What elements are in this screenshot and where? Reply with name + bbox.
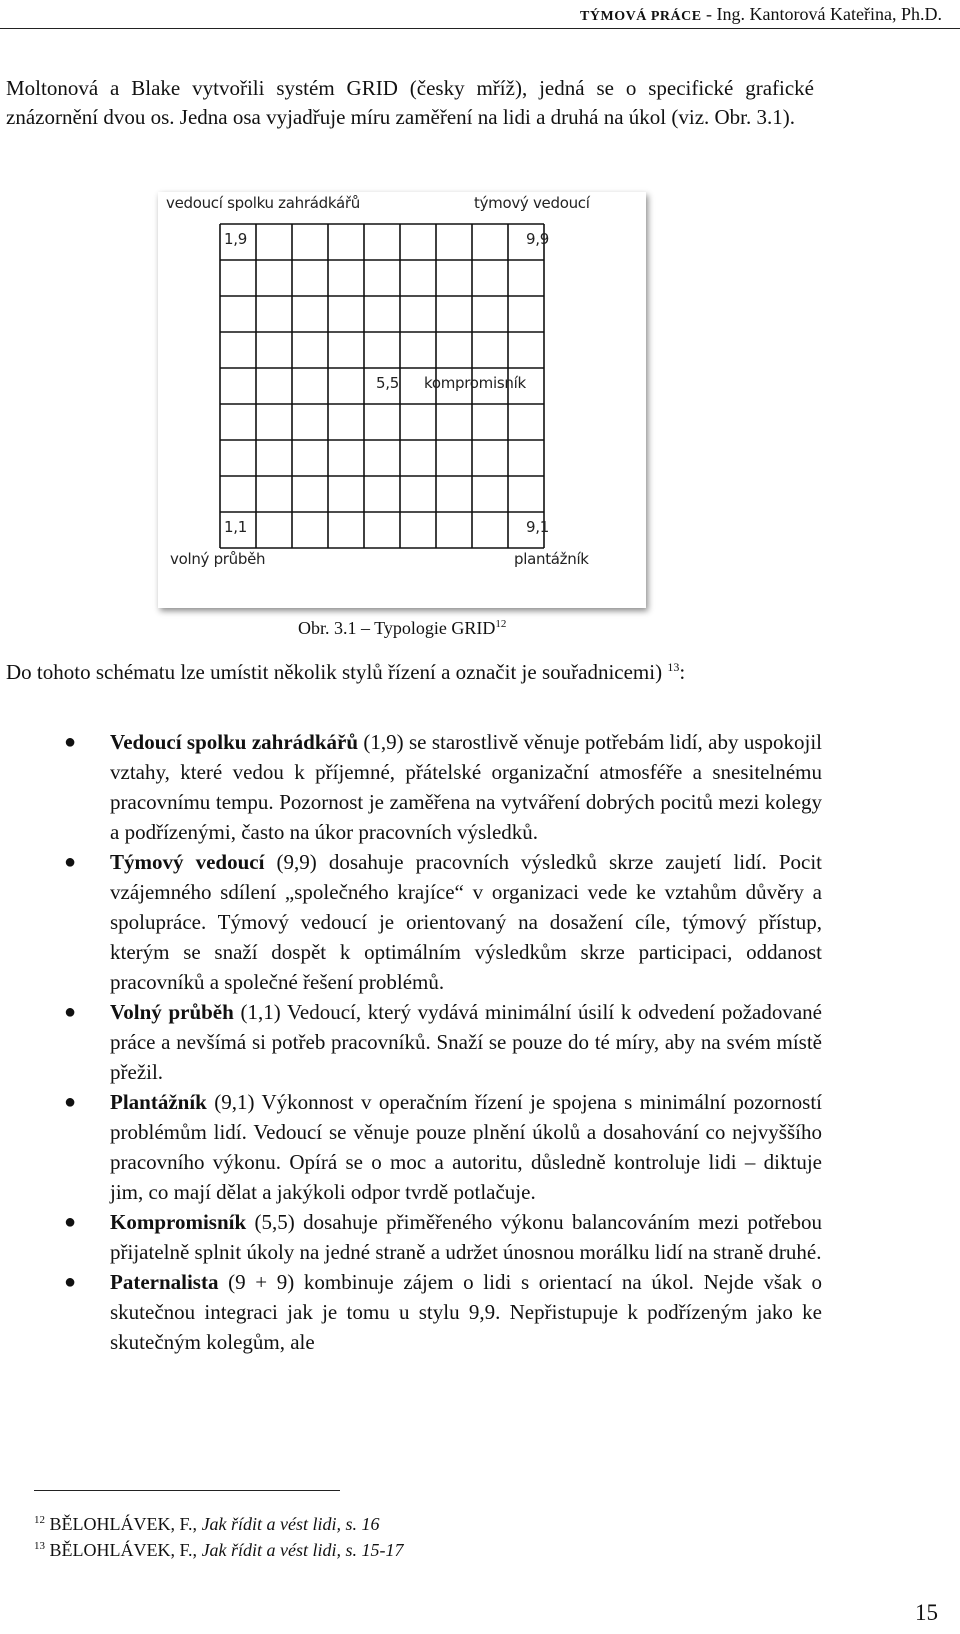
list-item <box>64 1267 822 1357</box>
schema-paragraph <box>6 653 814 687</box>
coord-1-9: 1,9 <box>224 230 247 248</box>
item-term: Týmový vedoucí <box>110 850 265 874</box>
footnote-author: BĚLOHLÁVEK, F., <box>49 1514 202 1534</box>
caption-text: Obr. 3.1 – Typologie GRID <box>298 618 496 638</box>
label-top-right: týmový vedoucí <box>474 194 590 212</box>
footnote-author: BĚLOHLÁVEK, F., <box>49 1540 202 1560</box>
item-term: Volný průběh <box>110 1000 234 1024</box>
footnote-title: Jak řídit a vést lidi, s. 15-17 <box>201 1540 404 1560</box>
item-term: Vedoucí spolku zahrádkářů <box>110 730 359 754</box>
label-center: kompromisník <box>424 374 526 392</box>
footnote-number: 13 <box>34 1540 45 1552</box>
footnote-number: 12 <box>34 1514 45 1526</box>
item-text: (9 + 9) kombinuje zájem o lidi s orientací na úkol. Nejde však o skutečnou integraci jak je tomu u stylu 9,9. Nepřistupuje k podřízeným jako ke skutečným kolegům, ale <box>110 1270 822 1354</box>
list-item <box>64 1087 822 1207</box>
footnote-title: Jak řídit a vést lidi, s. 16 <box>201 1514 380 1534</box>
coord-9-9: 9,9 <box>526 230 549 248</box>
footnote-12 <box>34 1514 380 1535</box>
item-text: (5,5) dosahuje přiměřeného výkonu balancováním mezi potřebou přijatelně splnit úkoly na jedné straně a udržet únosnou morálku lidí na straně druhé. <box>110 1210 822 1264</box>
header-separator: - <box>706 4 713 24</box>
bullet-icon: ● <box>64 1211 77 1233</box>
list-item <box>64 847 822 997</box>
label-bottom-right: plantážník <box>514 550 589 568</box>
footnote-13 <box>34 1540 404 1561</box>
intro-text: Moltonová a Blake vytvořili systém GRID (česky mříž), jedná se o specifické grafické znázornění dvou os. Jedna osa vyjadřuje míru zaměření na lidi a druhá na úkol (viz. Obr. 3.1). <box>6 76 814 129</box>
bullet-icon: ● <box>64 1091 77 1113</box>
bullet-icon: ● <box>64 851 77 873</box>
list-item <box>64 727 822 847</box>
item-text: (9,1) Výkonnost v operačním řízení je spojena s minimální pozorností problémům lidí. Vedoucí se věnuje pouze plnění úkolů a dosahování co nejvyššího pracovního výkonu. Opírá se o moc a autoritu, důsledně kontroluje lidi – diktuje jim, co mají dělat a jakýkoli odpor tvrdě potlačuje. <box>110 1090 822 1204</box>
bullet-icon: ● <box>64 1271 77 1293</box>
list-item <box>64 1207 822 1267</box>
header-author: Ing. Kantorová Kateřina, Ph.D. <box>716 4 942 24</box>
header-title: TÝMOVÁ PRÁCE <box>580 9 702 24</box>
footnote-rule <box>34 1490 340 1491</box>
grid-figure <box>158 192 646 608</box>
coord-1-1: 1,1 <box>224 518 247 536</box>
item-term: Paternalista <box>110 1270 219 1294</box>
coord-5-5: 5,5 <box>376 374 399 392</box>
coord-9-1: 9,1 <box>526 518 549 536</box>
bullet-icon: ● <box>64 731 77 753</box>
schema-colon: : <box>679 660 686 684</box>
schema-footnote-ref: 13 <box>667 660 680 674</box>
leadership-styles-list <box>64 727 822 1357</box>
page-number: 15 <box>915 1600 938 1625</box>
grid-chart <box>158 192 646 608</box>
item-term: Plantážník <box>110 1090 207 1114</box>
item-text: (9,9) dosahuje pracovních výsledků skrze zaujetí lidí. Pocit vzájemného sdílení „společného krajíce“ v organizaci vede ke vztahům důvěry a spolupráce. Týmový vedoucí je orientovaný na dosažení cíle, týmový přístup, kterým se snaží dospět k optimálním výsledkům skrze participaci, oddanost pracovníků a společné řešení problémů. <box>110 850 822 994</box>
header-rule <box>0 28 960 29</box>
label-top-left: vedoucí spolku zahrádkářů <box>166 194 360 212</box>
item-text: (1,1) Vedoucí, který vydává minimální úsilí k odvedení požadované práce a nevšímá si potřeb pracovníků. Snaží se pouze do té míry, aby na svém místě přežil. <box>110 1000 822 1084</box>
bullet-icon: ● <box>64 1001 77 1023</box>
item-text: (1,9) se starostlivě věnuje potřebám lidí, aby uspokojil vztahy, které vedou k příjemné, přátelské organizační atmosféře a snesitelnému pracovnímu tempu. Pozornost je zaměřena na vytváření dobrých pocitů mezi kolegy a podřízenými, často na úkor pracovních výsledků. <box>110 730 823 844</box>
caption-footnote-ref: 12 <box>495 618 507 630</box>
label-bottom-left: volný průběh <box>170 550 266 568</box>
list-item <box>64 997 822 1087</box>
item-term: Kompromisník <box>110 1210 247 1234</box>
figure-caption <box>298 618 506 639</box>
running-header <box>580 4 942 25</box>
intro-paragraph <box>6 74 814 132</box>
schema-text: Do tohoto schématu lze umístit několik stylů řízení a označit je souřadnicemi) <box>6 660 663 684</box>
